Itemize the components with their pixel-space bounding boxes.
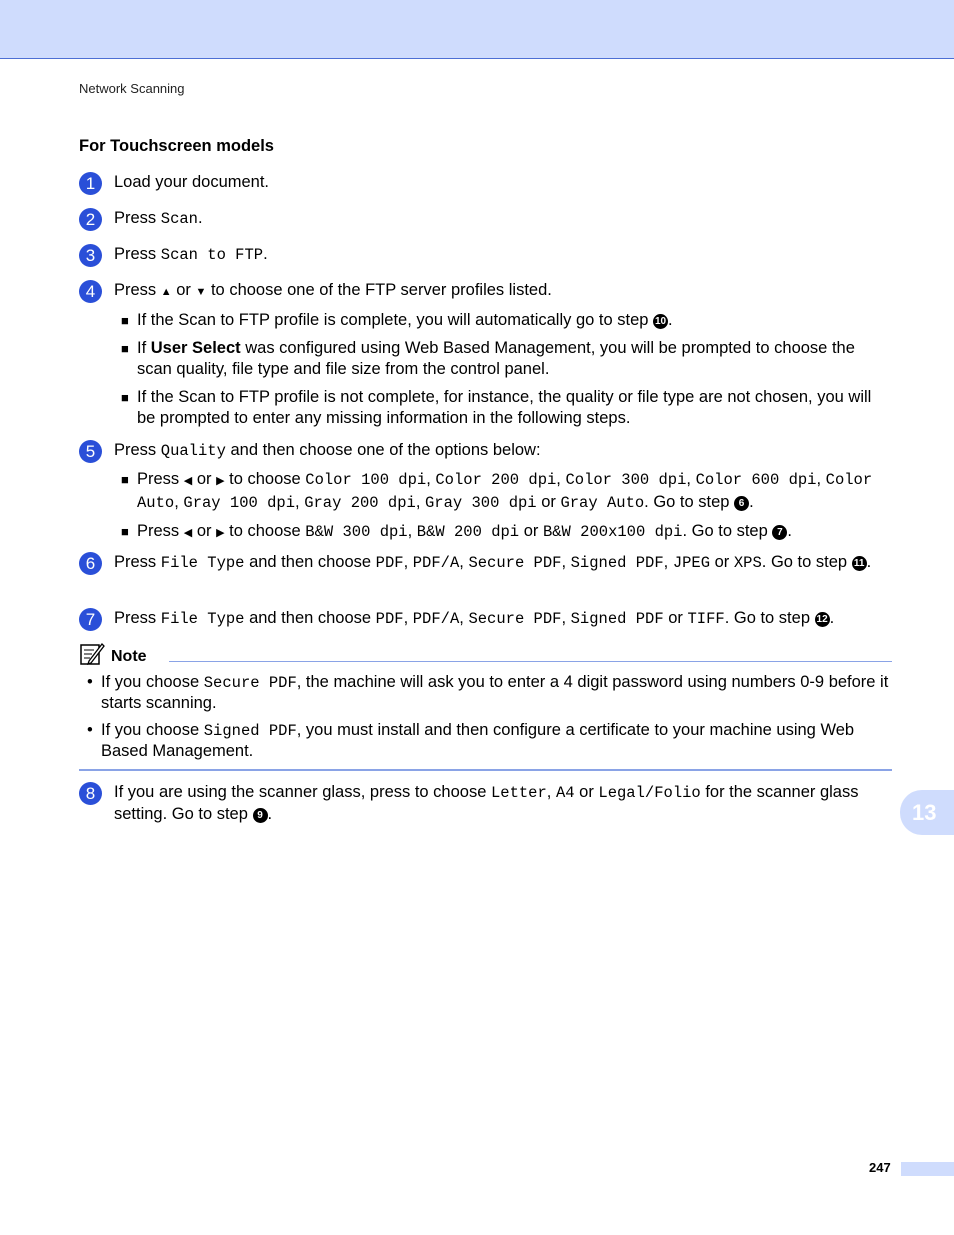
step-ref: 11: [852, 556, 867, 571]
list-item: ■ If the Scan to FTP profile is complete, you will automatically go to step 10 .: [121, 310, 892, 331]
list-item: ■ Press ◀ or ▶ to choose Color 100 dpi, Color 200 dpi, Color 300 dpi, Color 600 dpi, Color Auto, Gray 100 dpi, Gray 200 dpi, Gray 300 dpi or Gray Auto. Go to step 6 .: [121, 469, 892, 514]
top-header-bar: [0, 0, 954, 59]
list-item: • If you choose Signed PDF, you must install and then configure a certificate to your machine using Web Based Management.: [87, 720, 892, 761]
page-number: 247: [869, 1160, 891, 1175]
left-arrow-icon: ◀: [183, 475, 193, 487]
right-arrow-icon: ▶: [216, 475, 225, 487]
step-text: Press File Type and then choose PDF, PDF/A, Secure PDF, Signed PDF, JPEG or XPS. Go to step 11 .: [114, 553, 872, 572]
step-text: Press File Type and then choose PDF, PDF/A, Secure PDF, Signed PDF or TIFF. Go to step 12 .: [114, 609, 835, 628]
list-item: ■ Press ◀ or ▶ to choose B&W 300 dpi, B&W 200 dpi or B&W 200x100 dpi. Go to step 7 .: [121, 521, 892, 544]
page-bar: [901, 1162, 954, 1176]
step-number: 4: [79, 280, 102, 303]
note-list: [87, 672, 892, 761]
step-4: [79, 280, 892, 436]
step-ref: 12: [816, 614, 828, 625]
section-title: For Touchscreen models: [79, 137, 274, 155]
ui-term: Scan to FTP: [160, 246, 264, 264]
step-number: 1: [79, 172, 102, 195]
step-number: 7: [79, 608, 102, 631]
step-text: Load your document.: [114, 173, 270, 191]
step-text: Press ▲ or ▼ to choose one of the FTP server profiles listed.: [114, 281, 552, 299]
step-text: Press Scan to FTP.: [114, 245, 268, 264]
note-divider: [169, 661, 892, 662]
ui-term: Quality: [160, 442, 226, 460]
step-text: Press Scan.: [114, 209, 203, 228]
step-number: 5: [79, 440, 102, 463]
down-arrow-icon: ▼: [195, 286, 207, 298]
note-box: [79, 642, 892, 768]
up-arrow-icon: ▲: [160, 286, 172, 298]
note-header: [79, 642, 892, 668]
step-5-bullets: [121, 469, 892, 544]
left-arrow-icon: ◀: [183, 527, 193, 539]
step-2: [79, 208, 892, 230]
note-bottom-rule: [79, 769, 892, 771]
step-ref: 9: [253, 808, 268, 823]
step-ref: 6: [734, 496, 749, 511]
step-ref: 10: [654, 316, 667, 327]
step-text: Press Quality and then choose one of the options below:: [114, 441, 541, 460]
chapter-tab: 13: [900, 790, 954, 835]
right-arrow-icon: ▶: [216, 527, 225, 539]
step-7: [79, 608, 892, 630]
step-5: [79, 440, 892, 551]
note-label: Note: [111, 648, 147, 665]
step-8: [79, 782, 892, 825]
step-1: [79, 172, 892, 193]
note-pencil-icon: [79, 642, 105, 666]
step-number: 3: [79, 244, 102, 267]
step-6: [79, 552, 892, 574]
step-number: 8: [79, 782, 102, 805]
step-text: If you are using the scanner glass, press to choose Letter, A4 or Legal/Folio for the scanner glass setting. Go to step 9 .: [114, 783, 859, 823]
ui-term: Scan: [160, 210, 198, 228]
list-item: ■ If User Select was configured using Web Based Management, you will be prompted to choose the scan quality, file type and file size from the control panel.: [121, 338, 892, 380]
step-number: 6: [79, 552, 102, 575]
running-header: Network Scanning: [79, 81, 185, 96]
step-4-bullets: [121, 310, 892, 429]
list-item: ■ If the Scan to FTP profile is not complete, for instance, the quality or file type are not chosen, you will be prompted to enter any missing information in the following steps.: [121, 387, 892, 429]
step-ref: 7: [772, 525, 787, 540]
step-3: [79, 244, 892, 266]
list-item: • If you choose Secure PDF, the machine will ask you to enter a 4 digit password using numbers 0-9 before it starts scanning.: [87, 672, 892, 713]
step-number: 2: [79, 208, 102, 231]
